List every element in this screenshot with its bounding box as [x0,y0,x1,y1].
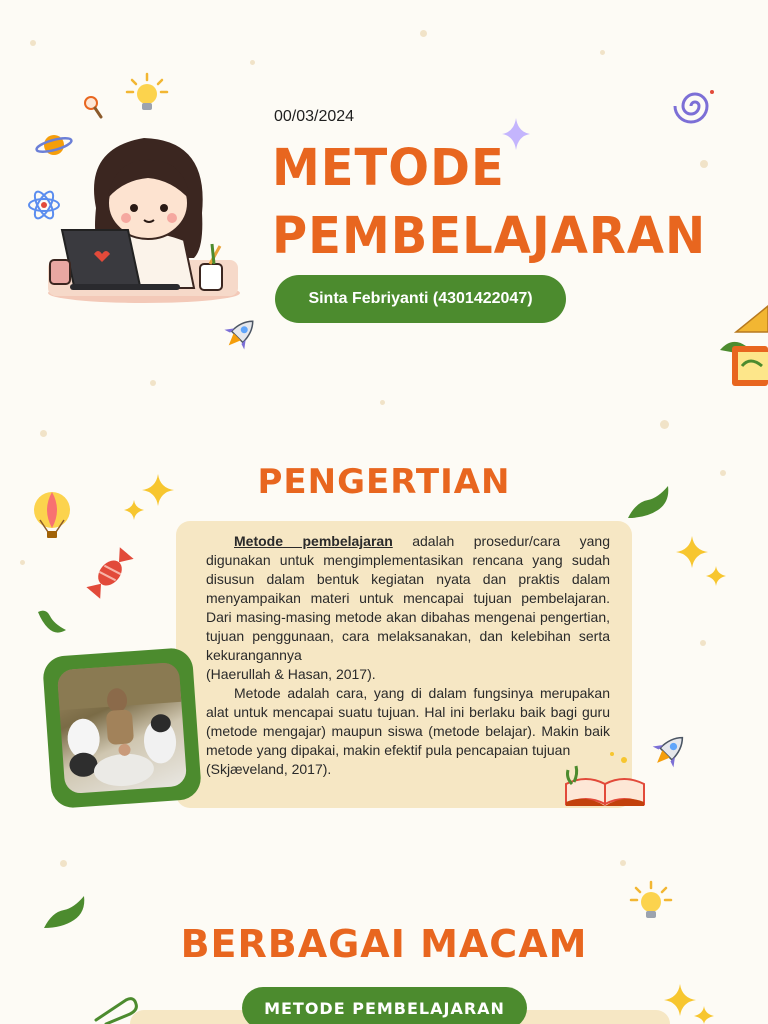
pengertian-text [206,532,610,779]
pengertian-heading: PENGERTIAN [257,462,511,502]
lightbulb-icon [124,72,170,114]
title-line-2: PEMBELAJARAN [272,206,707,266]
paragraph-2: Metode adalah cara, yang di dalam fungsinya merupakan alat untuk mencapai suatu tujuan. Hal ini berlaku baik bagi guru (metode mengajar) maupun siswa (metode belajar). Makin baik metode yang dipakai, makin efektif pula pencapaian tujuan [206,685,610,758]
rocket-icon [220,314,260,354]
open-book-icon [562,750,648,808]
candy-icon [82,540,138,606]
sparkle-icon [502,118,530,150]
magnifier-icon [82,94,104,120]
leaf-icon [40,892,88,932]
sparkle-icon [664,984,716,1024]
berbagai-heading: BERBAGAI MACAM [180,922,588,966]
leaf-icon [36,606,70,636]
leaf-icon [624,482,672,522]
rocket-icon [648,730,690,772]
paperclip-icon [90,994,140,1024]
sparkle-icon [676,536,728,588]
page-title [272,134,742,270]
paragraph-1: Metode pembelajaran adalah prosedur/cara yang digunakan untuk mengimplementasikan rencana yang sudah disusun dalam bentuk kegiatan nyata dan praktis dalam menyampaikan materi untuk mencapai tujuan pembelajaran. Dari masing-masing metode akan dibahas mengenai pengertian, tujuan penggunaan, cara melaksanakan, dan kelebihan serta kekurangannya [206,533,610,663]
lightbulb-icon [628,880,674,922]
ruler-icon [716,302,768,390]
classroom-photo [57,662,187,794]
author-badge: Sinta Febriyanti (4301422047) [275,275,566,323]
term-metode-pembelajaran: Metode pembelajaran [234,533,393,549]
title-line-1: METODE [272,138,505,198]
galaxy-icon [672,86,718,126]
hot-air-balloon-icon [30,490,74,540]
citation-2: (Skjæveland, 2017). [206,761,332,777]
metode-pembelajaran-badge: METODE PEMBELAJARAN [242,987,527,1024]
girl-laptop-illustration [44,128,244,308]
date-label: 00/03/2024 [274,108,355,125]
atom-icon [26,188,62,222]
citation-1: (Haerullah & Hasan, 2017). [206,666,376,682]
sparkle-icon [122,474,178,528]
planet-icon [34,128,74,162]
